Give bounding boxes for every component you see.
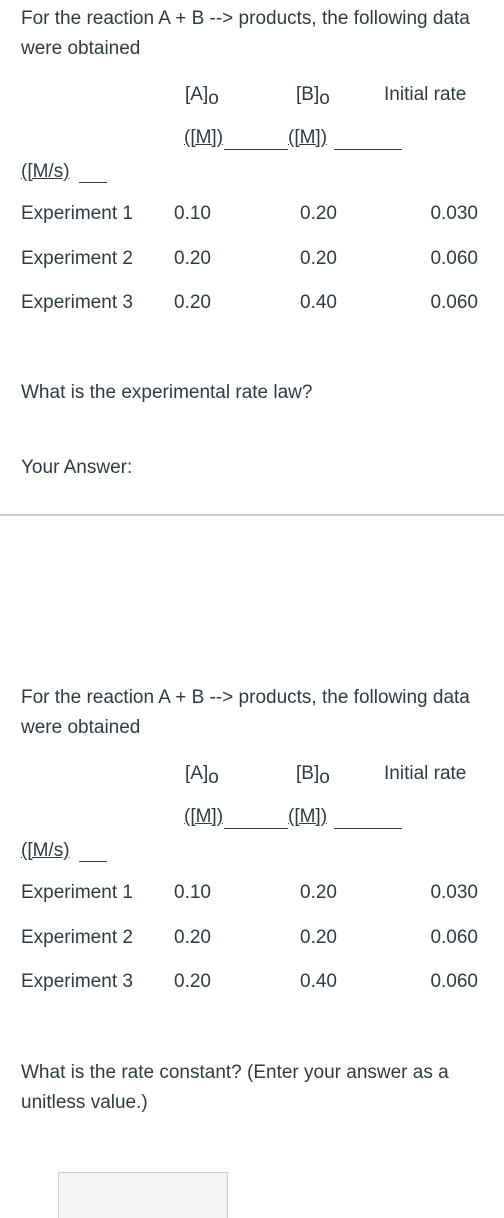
question-divider <box>0 514 504 516</box>
row-label: Experiment 2 <box>21 248 133 269</box>
cell-b: 0.20 <box>300 927 337 948</box>
unit-a: ([M]) <box>184 127 224 148</box>
cell-a: 0.10 <box>174 882 211 903</box>
unit-a: ([M]) <box>184 806 224 827</box>
column-header-b: $[B]_o$ <box>296 84 330 109</box>
cell-rate: 0.060 <box>430 927 478 948</box>
cell-a: 0.20 <box>174 248 211 269</box>
column-header-a: $[A]_o$ <box>185 763 219 788</box>
cell-b: 0.20 <box>300 248 337 269</box>
cell-rate: 0.030 <box>430 203 478 224</box>
unit-b: ([M]) <box>288 806 328 827</box>
question-2-prompt: What is the rate constant? (Enter your answer as a unitless value.) <box>21 1062 449 1113</box>
cell-b: 0.40 <box>300 292 337 313</box>
row-label: Experiment 1 <box>21 882 133 903</box>
underline-rule <box>224 149 288 150</box>
cell-b: 0.40 <box>300 971 337 992</box>
row-label: Experiment 2 <box>21 927 133 948</box>
column-header-rate: Initial rate <box>384 84 467 105</box>
question-1-prompt: What is the experimental rate law? <box>21 382 313 403</box>
underline-rule <box>334 149 402 150</box>
underline-rule <box>79 861 107 862</box>
row-label: Experiment 3 <box>21 292 133 313</box>
cell-b: 0.20 <box>300 203 337 224</box>
row-label: Experiment 1 <box>21 203 133 224</box>
cell-a: 0.20 <box>174 971 211 992</box>
cell-rate: 0.030 <box>430 882 478 903</box>
unit-rate: ([M/s) <box>21 161 70 182</box>
underline-rule <box>79 182 107 183</box>
row-label: Experiment 3 <box>21 971 133 992</box>
cell-rate: 0.060 <box>430 292 478 313</box>
underline-rule <box>334 828 402 829</box>
column-header-rate: Initial rate <box>384 763 467 784</box>
cell-a: 0.20 <box>174 927 211 948</box>
your-answer-label: Your Answer: <box>21 457 133 478</box>
underline-rule <box>224 828 288 829</box>
cell-rate: 0.060 <box>430 248 478 269</box>
question-2-intro: For the reaction A + B --> products, the following data were obtained <box>21 687 470 738</box>
answer-input[interactable] <box>58 1172 228 1218</box>
unit-rate: ([M/s) <box>21 840 70 861</box>
question-1-intro: For the reaction A + B --> products, the following data were obtained <box>21 8 470 59</box>
cell-a: 0.20 <box>174 292 211 313</box>
column-header-a: $[A]_o$ <box>185 84 219 109</box>
cell-a: 0.10 <box>174 203 211 224</box>
unit-b: ([M]) <box>288 127 328 148</box>
cell-rate: 0.060 <box>430 971 478 992</box>
column-header-b: $[B]_o$ <box>296 763 330 788</box>
cell-b: 0.20 <box>300 882 337 903</box>
